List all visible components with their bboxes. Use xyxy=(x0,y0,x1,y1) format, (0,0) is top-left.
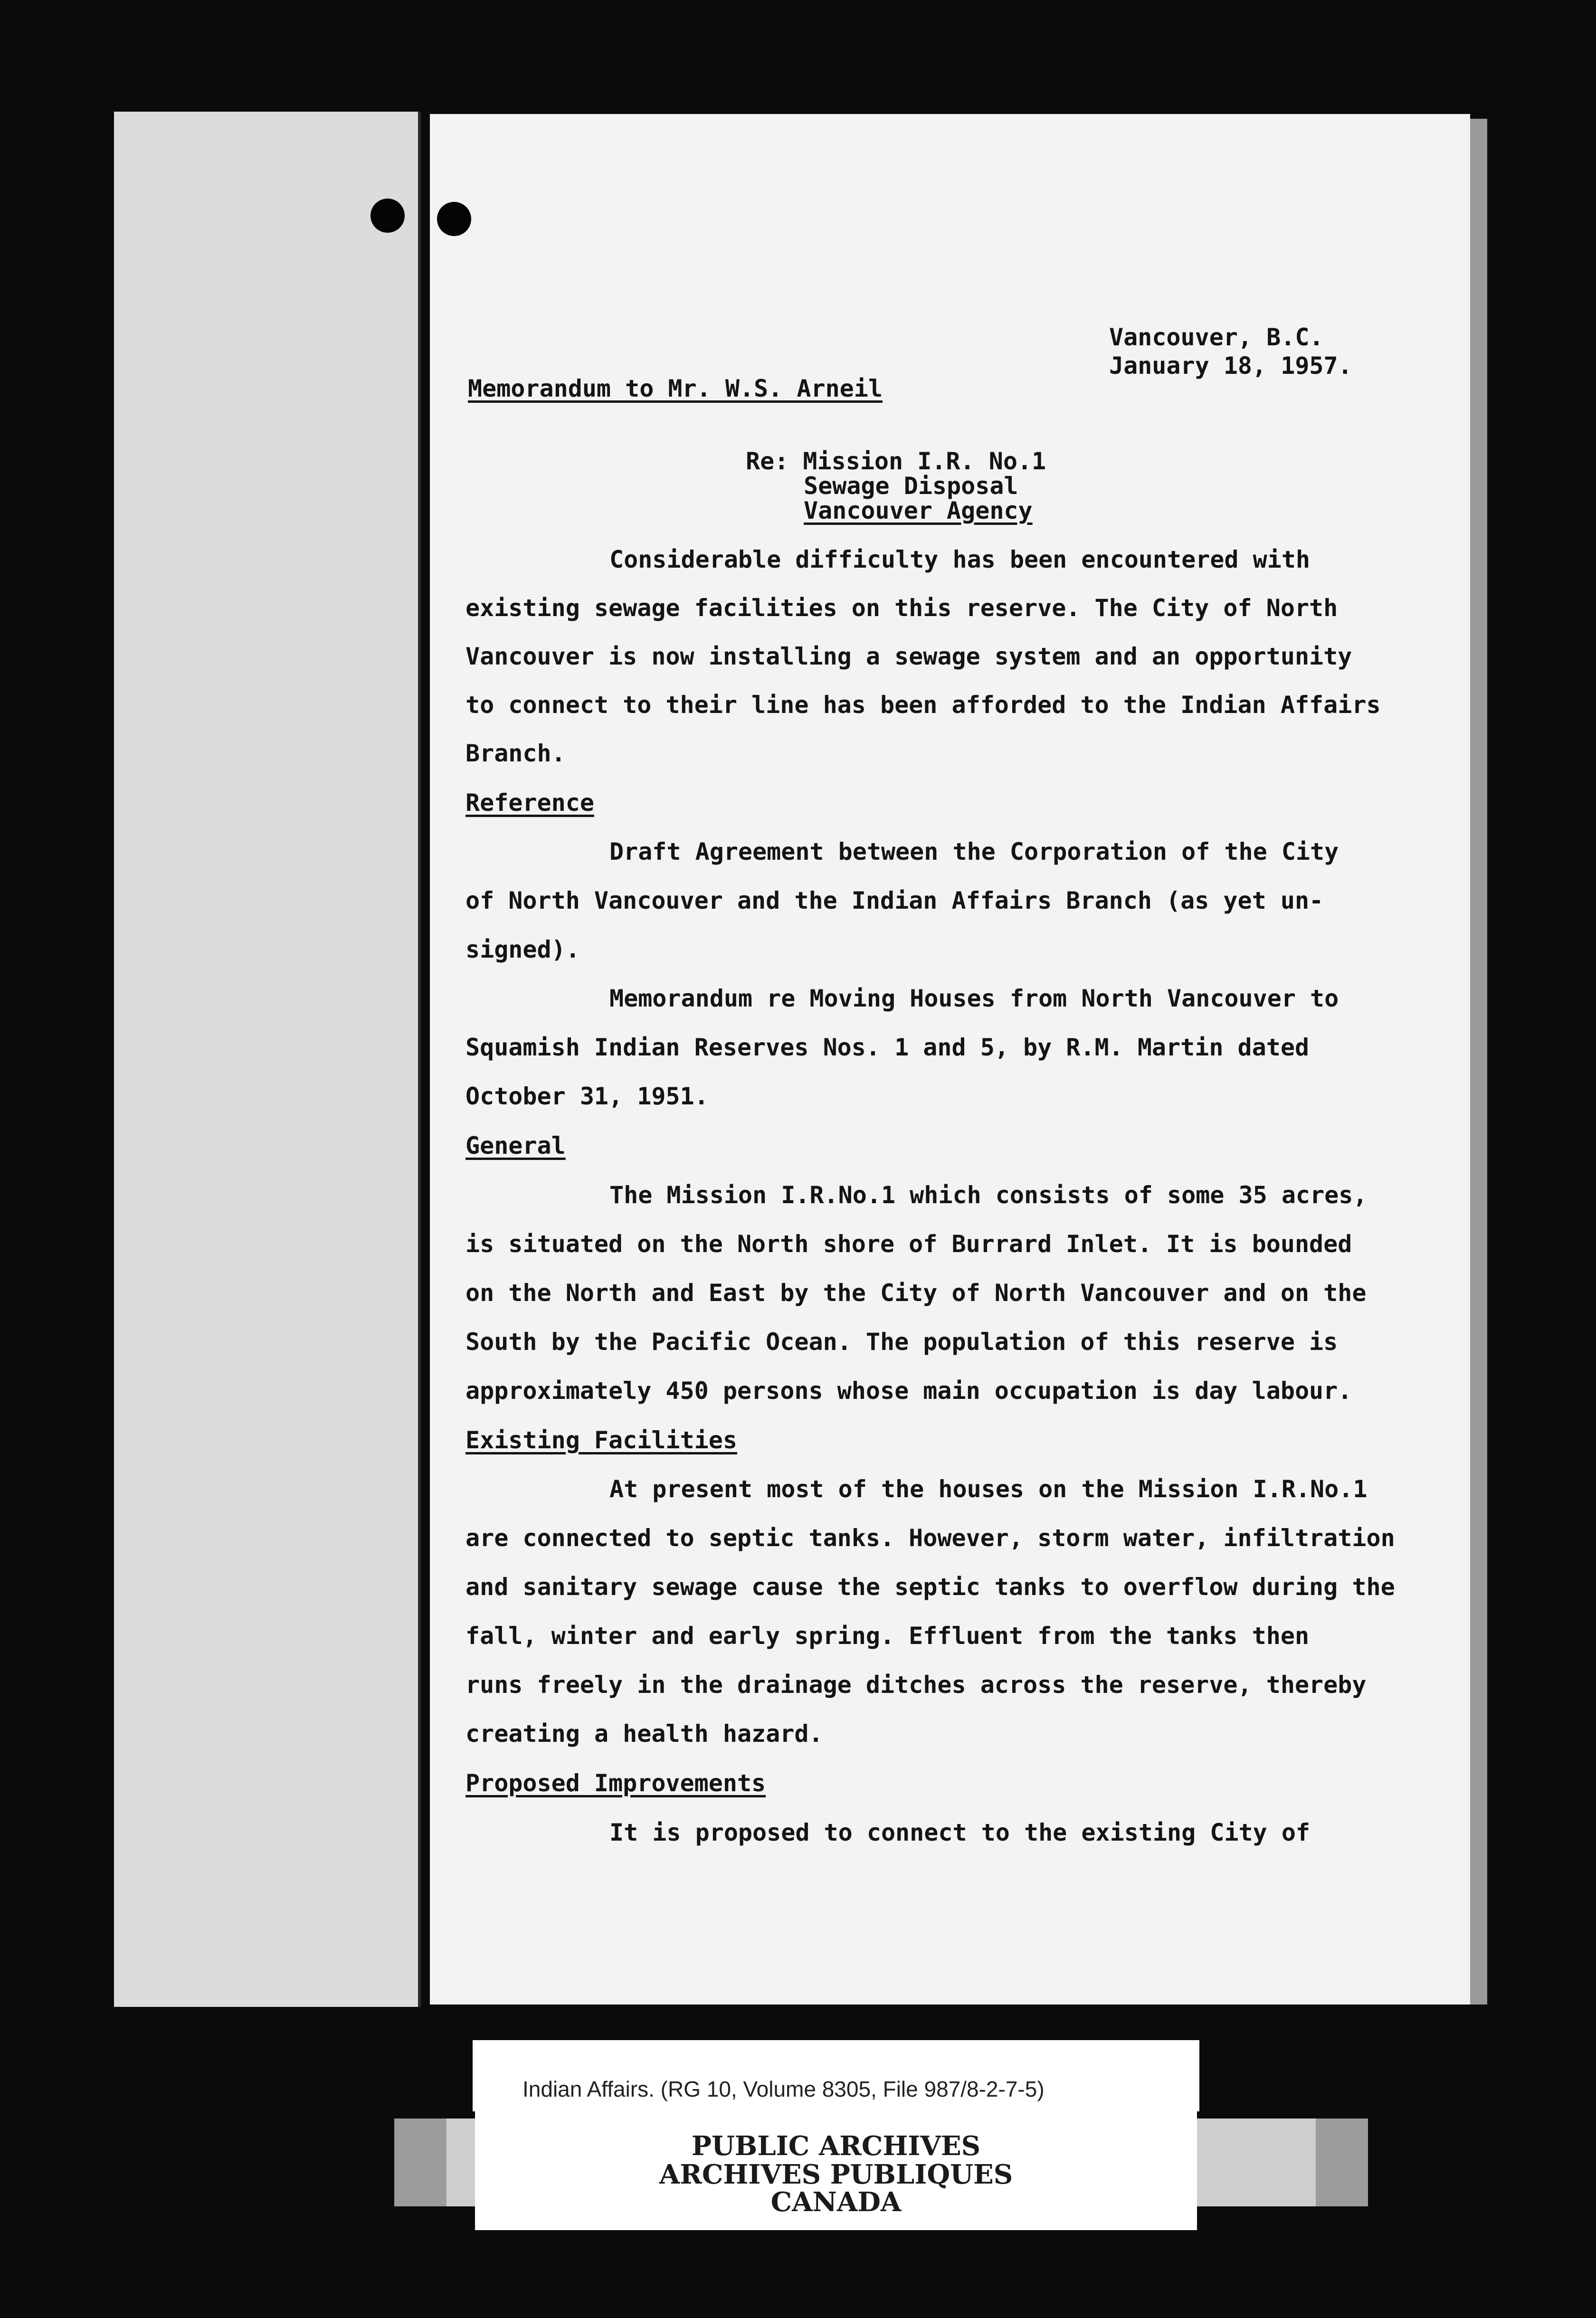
underlying-page xyxy=(114,112,421,2007)
paragraph-line: October 31, 1951. xyxy=(466,1083,709,1110)
paragraph-line: to connect to their line has been afforded to the Indian Affairs xyxy=(466,691,1381,719)
section-heading-reference: Reference xyxy=(466,789,594,817)
stamp-line: CANADA xyxy=(770,2186,902,2218)
memo-place: Vancouver, B.C. xyxy=(1109,323,1324,351)
paragraph-line: are connected to septic tanks. However, storm water, infiltration xyxy=(466,1524,1395,1552)
paragraph-line: and sanitary sewage cause the septic tanks to overflow during the xyxy=(466,1573,1395,1601)
subject-line: Sewage Disposal xyxy=(804,472,1018,500)
paragraph-line: South by the Pacific Ocean. The population of this reserve is xyxy=(466,1328,1338,1356)
memo-addressee: Memorandum to Mr. W.S. Arneil xyxy=(468,375,883,402)
paragraph-line: fall, winter and early spring. Effluent from the tanks then xyxy=(466,1622,1310,1650)
stamp-line: PUBLIC ARCHIVES xyxy=(691,2130,981,2162)
subject-line: Re: Mission I.R. No.1 xyxy=(746,447,1046,475)
paragraph-line: existing sewage facilities on this reserve. The City of North xyxy=(466,594,1338,622)
page-edge-shadow xyxy=(1470,119,1487,2004)
paragraph-line: The Mission I.R.No.1 which consists of some 35 acres, xyxy=(609,1181,1368,1209)
paragraph-line: Considerable difficulty has been encountered with xyxy=(609,546,1311,573)
strip-shading xyxy=(1316,2118,1368,2206)
subject-line: Vancouver Agency xyxy=(804,497,1033,524)
paragraph-line: At present most of the houses on the Mission I.R.No.1 xyxy=(609,1475,1368,1503)
paragraph-line: approximately 450 persons whose main occupation is day labour. xyxy=(466,1377,1352,1405)
memo-date: January 18, 1957. xyxy=(1109,352,1352,380)
paragraph-line: Memorandum re Moving Houses from North Vancouver to xyxy=(609,985,1339,1012)
paragraph-line: creating a health hazard. xyxy=(466,1720,823,1748)
stamp-line: ARCHIVES PUBLIQUES xyxy=(659,2159,1013,2190)
paragraph-line: Draft Agreement between the Corporation of the City xyxy=(609,838,1339,865)
public-archives-stamp xyxy=(475,2109,1197,2230)
paragraph-line: runs freely in the drainage ditches across the reserve, thereby xyxy=(466,1671,1367,1699)
section-heading-general: General xyxy=(466,1132,566,1159)
strip-shading xyxy=(394,2118,446,2206)
punch-hole xyxy=(370,199,405,233)
subject-block xyxy=(746,449,1046,523)
paragraph-line: Branch. xyxy=(466,740,566,767)
section-heading-existing-facilities: Existing Facilities xyxy=(466,1426,737,1454)
place-date-block xyxy=(1109,323,1352,380)
punch-hole xyxy=(437,202,471,236)
paragraph-line: on the North and East by the City of North Vancouver and on the xyxy=(466,1279,1367,1307)
paragraph-line: signed). xyxy=(466,936,580,963)
paragraph-line: It is proposed to connect to the existing City of xyxy=(609,1819,1311,1846)
section-heading-proposed-improvements: Proposed Improvements xyxy=(466,1769,766,1797)
paragraph-line: of North Vancouver and the Indian Affairs Branch (as yet un- xyxy=(466,887,1324,914)
paragraph-line: Squamish Indian Reserves Nos. 1 and 5, by R.M. Martin dated xyxy=(466,1034,1310,1061)
paragraph-line: is situated on the North shore of Burrard Inlet. It is bounded xyxy=(466,1230,1352,1258)
citation-text: Indian Affairs. (RG 10, Volume 8305, File 987/8-2-7-5) xyxy=(522,2077,1045,2101)
paragraph-line: Vancouver is now installing a sewage system and an opportunity xyxy=(466,643,1352,670)
archive-citation xyxy=(473,2040,1199,2111)
